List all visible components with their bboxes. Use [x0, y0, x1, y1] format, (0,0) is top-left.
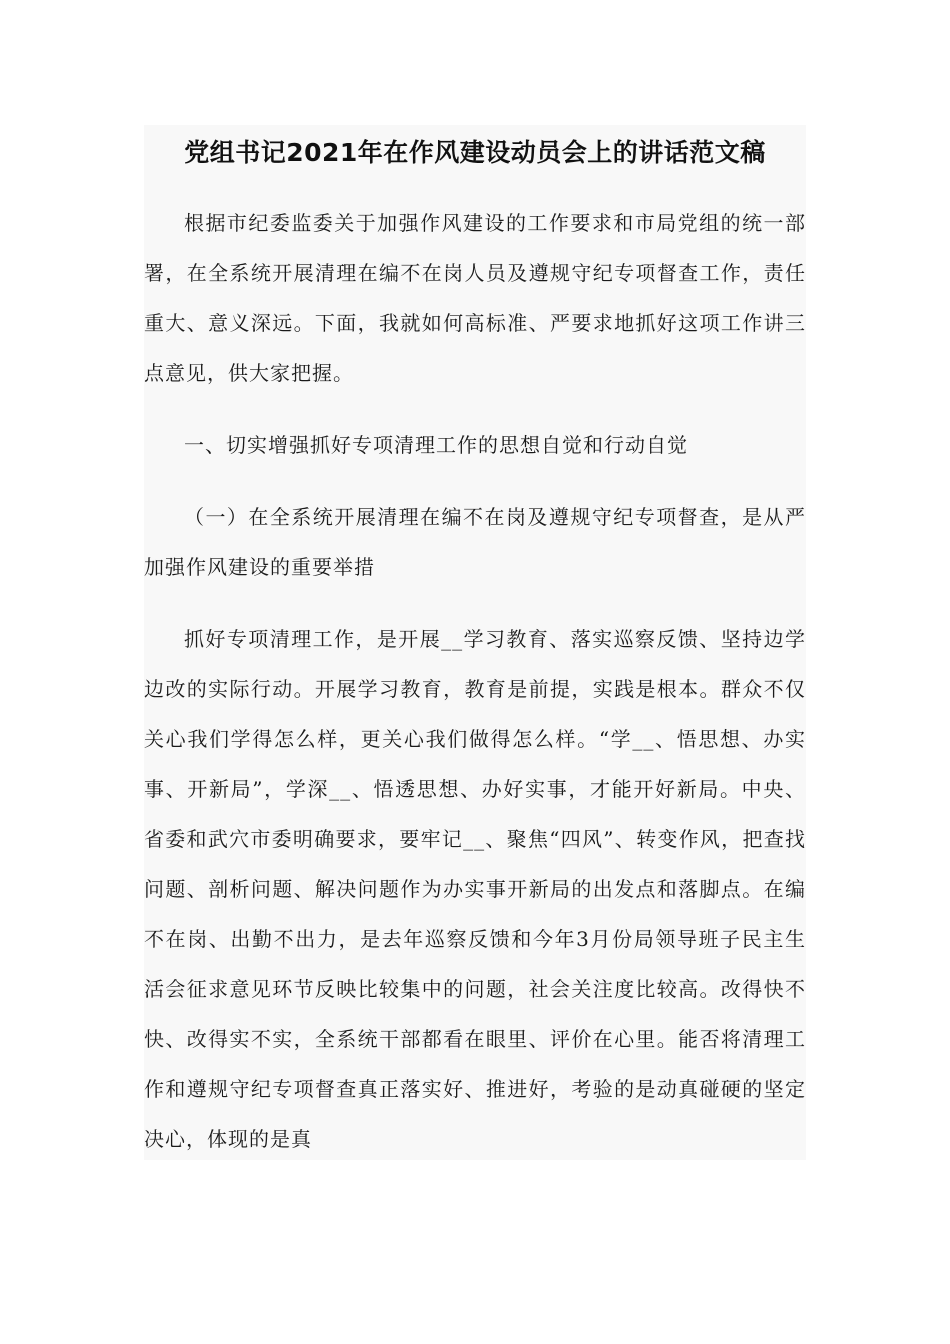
section-heading-1: 一、切实增强抓好专项清理工作的思想自觉和行动自觉 [184, 433, 688, 457]
subsection-heading-1-1: （一）在全系统开展清理在编不在岗及遵规守纪专项督查，是从严加强作风建设的重要举措 [144, 505, 806, 579]
paragraph-intro: 根据市纪委监委关于加强作风建设的工作要求和市局党组的统一部署，在全系统开展清理在编不在岗人员及遵规守纪专项督查工作，责任重大、意义深远。下面，我就如何高标准、严要求地抓好这项工作讲三点意见，供大家把握。 [144, 211, 806, 385]
document-title: 党组书记2021年在作风建设动员会上的讲话范文稿 [184, 138, 766, 167]
paragraph-body: 抓好专项清理工作，是开展__学习教育、落实巡察反馈、坚持边学边改的实际行动。开展学习教育，教育是前提，实践是根本。群众不仅关心我们学得怎么样，更关心我们做得怎么样。“学__、悟思想、办实事、开新局”，学深__、悟透思想、办好实事，才能开好新局。中央、省委和武穴市委明确要求，要牢记__、聚焦“四风”、转变作风，把查找问题、剖析问题、解决问题作为办实事开新局的出发点和落脚点。在编不在岗、出勤不出力，是去年巡察反馈和今年3月份局领导班子民主生活会征求意见环节反映比较集中的问题，社会关注度比较高。改得快不快、改得实不实，全系统干部都看在眼里、评价在心里。能否将清理工作和遵规守纪专项督查真正落实好、推进好，考验的是动真碰硬的坚定决心，体现的是真 [144, 627, 806, 1151]
